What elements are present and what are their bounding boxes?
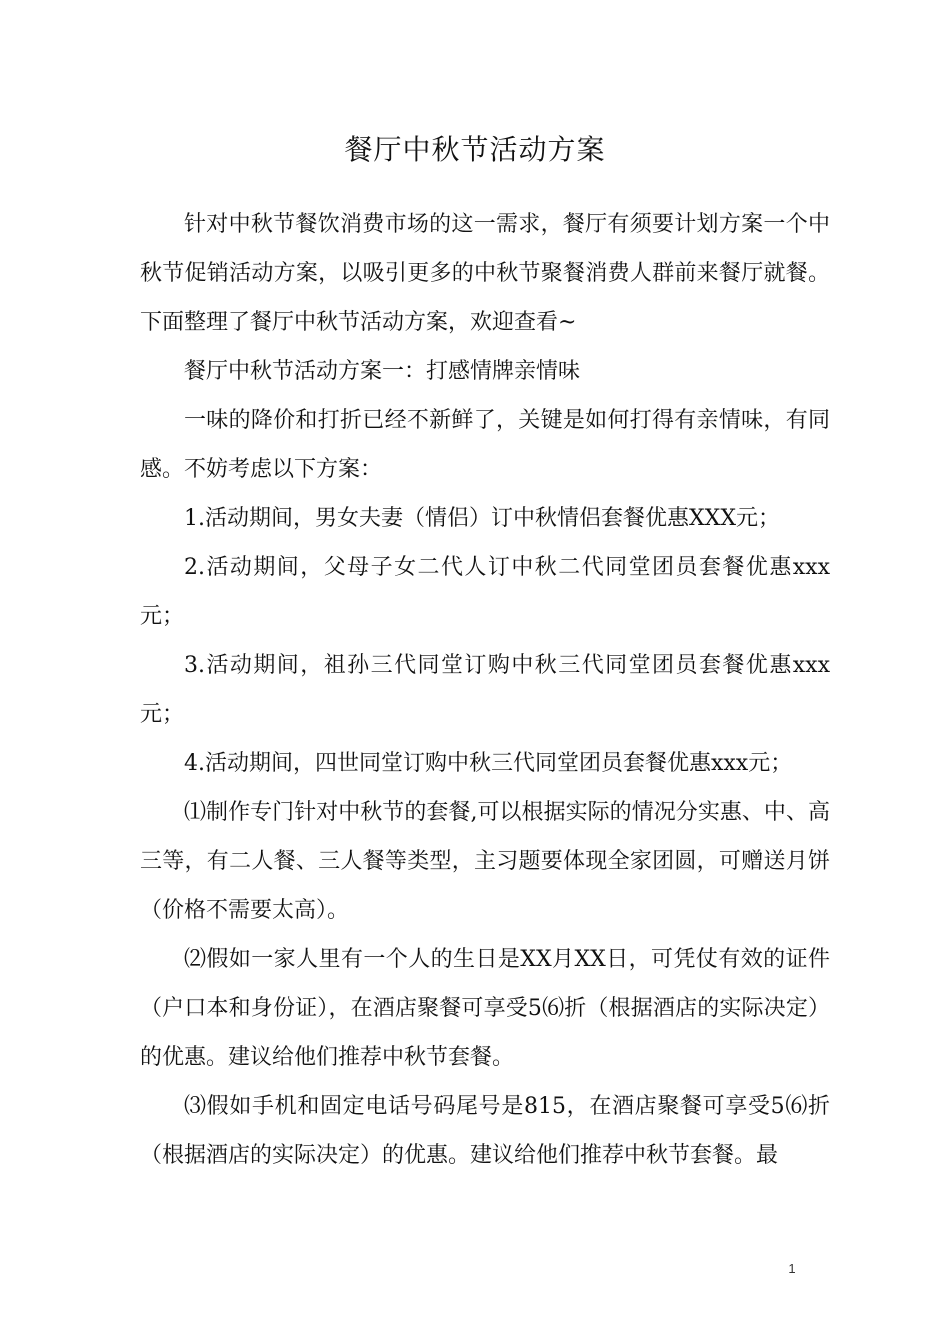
paragraph-item-2: 2.活动期间，父母子女二代人订中秋二代同堂团员套餐优惠xxx元； xyxy=(140,555,830,629)
paragraph-item-1: 1.活动期间，男女夫妻（情侣）订中秋情侣套餐优惠XXX元； xyxy=(184,506,780,531)
paragraph-subitem-3: ⑶假如手机和固定电话号码尾号是815，在酒店聚餐可享受5⑹折（根据酒店的实际决定）的优惠。建议给他们推荐中秋节套餐。最 xyxy=(140,1094,830,1168)
paragraph-subitem-2: ⑵假如一家人里有一个人的生日是XX月XX日，可凭仗有效的证件（户口本和身份证），在酒店聚餐可享受5⑹折（根据酒店的实际决定）的优惠。建议给他们推荐中秋节套餐。 xyxy=(140,947,830,1070)
paragraph-plan-heading: 餐厅中秋节活动方案一：打感情牌亲情味 xyxy=(184,359,581,384)
paragraph-plan-intro: 一味的降价和打折已经不新鲜了，关键是如何打得有亲情味，有同感。不妨考虑以下方案： xyxy=(140,408,830,482)
paragraph-subitem-1: ⑴制作专门针对中秋节的套餐,可以根据实际的情况分实惠、中、高三等，有二人餐、三人餐等类型，主习题要体现全家团圆，可赠送月饼（价格不需要太高）。 xyxy=(140,800,830,923)
document-title: 餐厅中秋节活动方案 xyxy=(344,133,606,166)
paragraph-item-3: 3.活动期间，祖孙三代同堂订购中秋三代同堂团员套餐优惠xxx元； xyxy=(140,653,830,727)
document-body xyxy=(140,200,830,1180)
paragraph-intro: 针对中秋节餐饮消费市场的这一需求，餐厅有须要计划方案一个中秋节促销活动方案，以吸引更多的中秋节聚餐消费人群前来餐厅就餐。下面整理了餐厅中秋节活动方案，欢迎查看~ xyxy=(140,212,830,335)
paragraph-item-4: 4.活动期间，四世同堂订购中秋三代同堂团员套餐优惠xxx元； xyxy=(184,751,793,776)
page-number: 1 xyxy=(788,1261,796,1276)
